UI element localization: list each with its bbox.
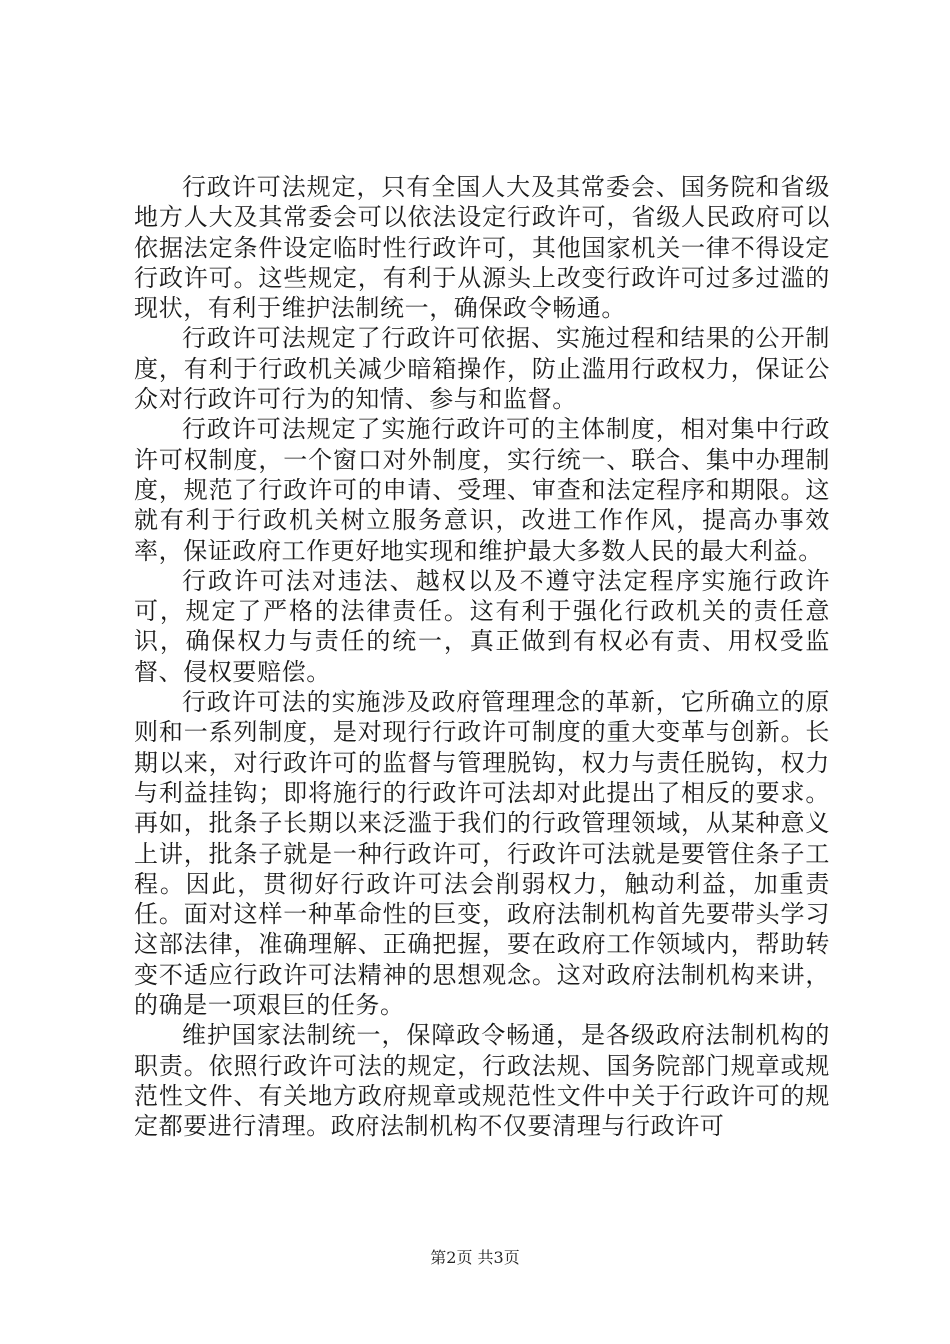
- paragraph-5: 行政许可法的实施涉及政府管理理念的革新，它所确立的原则和一系列制度，是对现行行政许可制度的重大变革与创新。长期以来，对行政许可的监督与管理脱钩，权力与责任脱钩，权力与利益挂钩；即将施行的行政许可法却对此提出了相反的要求。再如，批条子长期以来泛滥于我们的行政管理领域，从某种意义上讲，批条子就是一种行政许可，行政许可法就是要管住条子工程。因此，贯彻好行政许可法会削弱权力，触动利益，加重责任。面对这样一种革命性的巨变，政府法制机构首先要带头学习这部法律，准确理解、正确把握，要在政府工作领域内，帮助转变不适应行政许可法精神的思想观念。这对政府法制机构来讲，的确是一项艰巨的任务。: [134, 688, 830, 1020]
- paragraph-4: 行政许可法对违法、越权以及不遵守法定程序实施行政许可，规定了严格的法律责任。这有利于强化行政机关的责任意识，确保权力与责任的统一，真正做到有权必有责、用权受监督、侵权要赔偿。: [134, 566, 830, 686]
- paragraph-2: 行政许可法规定了行政许可依据、实施过程和结果的公开制度，有利于行政机关减少暗箱操作，防止滥用行政权力，保证公众对行政许可行为的知情、参与和监督。: [134, 324, 830, 414]
- paragraph-1: 行政许可法规定，只有全国人大及其常委会、国务院和省级地方人大及其常委会可以依法设定行政许可，省级人民政府可以依据法定条件设定临时性行政许可，其他国家机关一律不得设定行政许可。这些规定，有利于从源头上改变行政许可过多过滥的现状，有利于维护法制统一，确保政令畅通。: [134, 173, 830, 323]
- paragraph-3: 行政许可法规定了实施行政许可的主体制度，相对集中行政许可权制度，一个窗口对外制度，实行统一、联合、集中办理制度，规范了行政许可的申请、受理、审查和法定程序和期限。这就有利于行政机关树立服务意识，改进工作作风，提高办事效率，保证政府工作更好地实现和维护最大多数人民的最大利益。: [134, 415, 830, 565]
- document-body: [134, 172, 830, 1142]
- paragraph-6: 维护国家法制统一，保障政令畅通，是各级政府法制机构的职责。依照行政许可法的规定，行政法规、国务院部门规章或规范性文件、有关地方政府规章或规范性文件中关于行政许可的规定都要进行清理。政府法制机构不仅要清理与行政许可: [134, 1021, 830, 1141]
- page-number-footer: 第2页 共3页: [430, 1248, 520, 1267]
